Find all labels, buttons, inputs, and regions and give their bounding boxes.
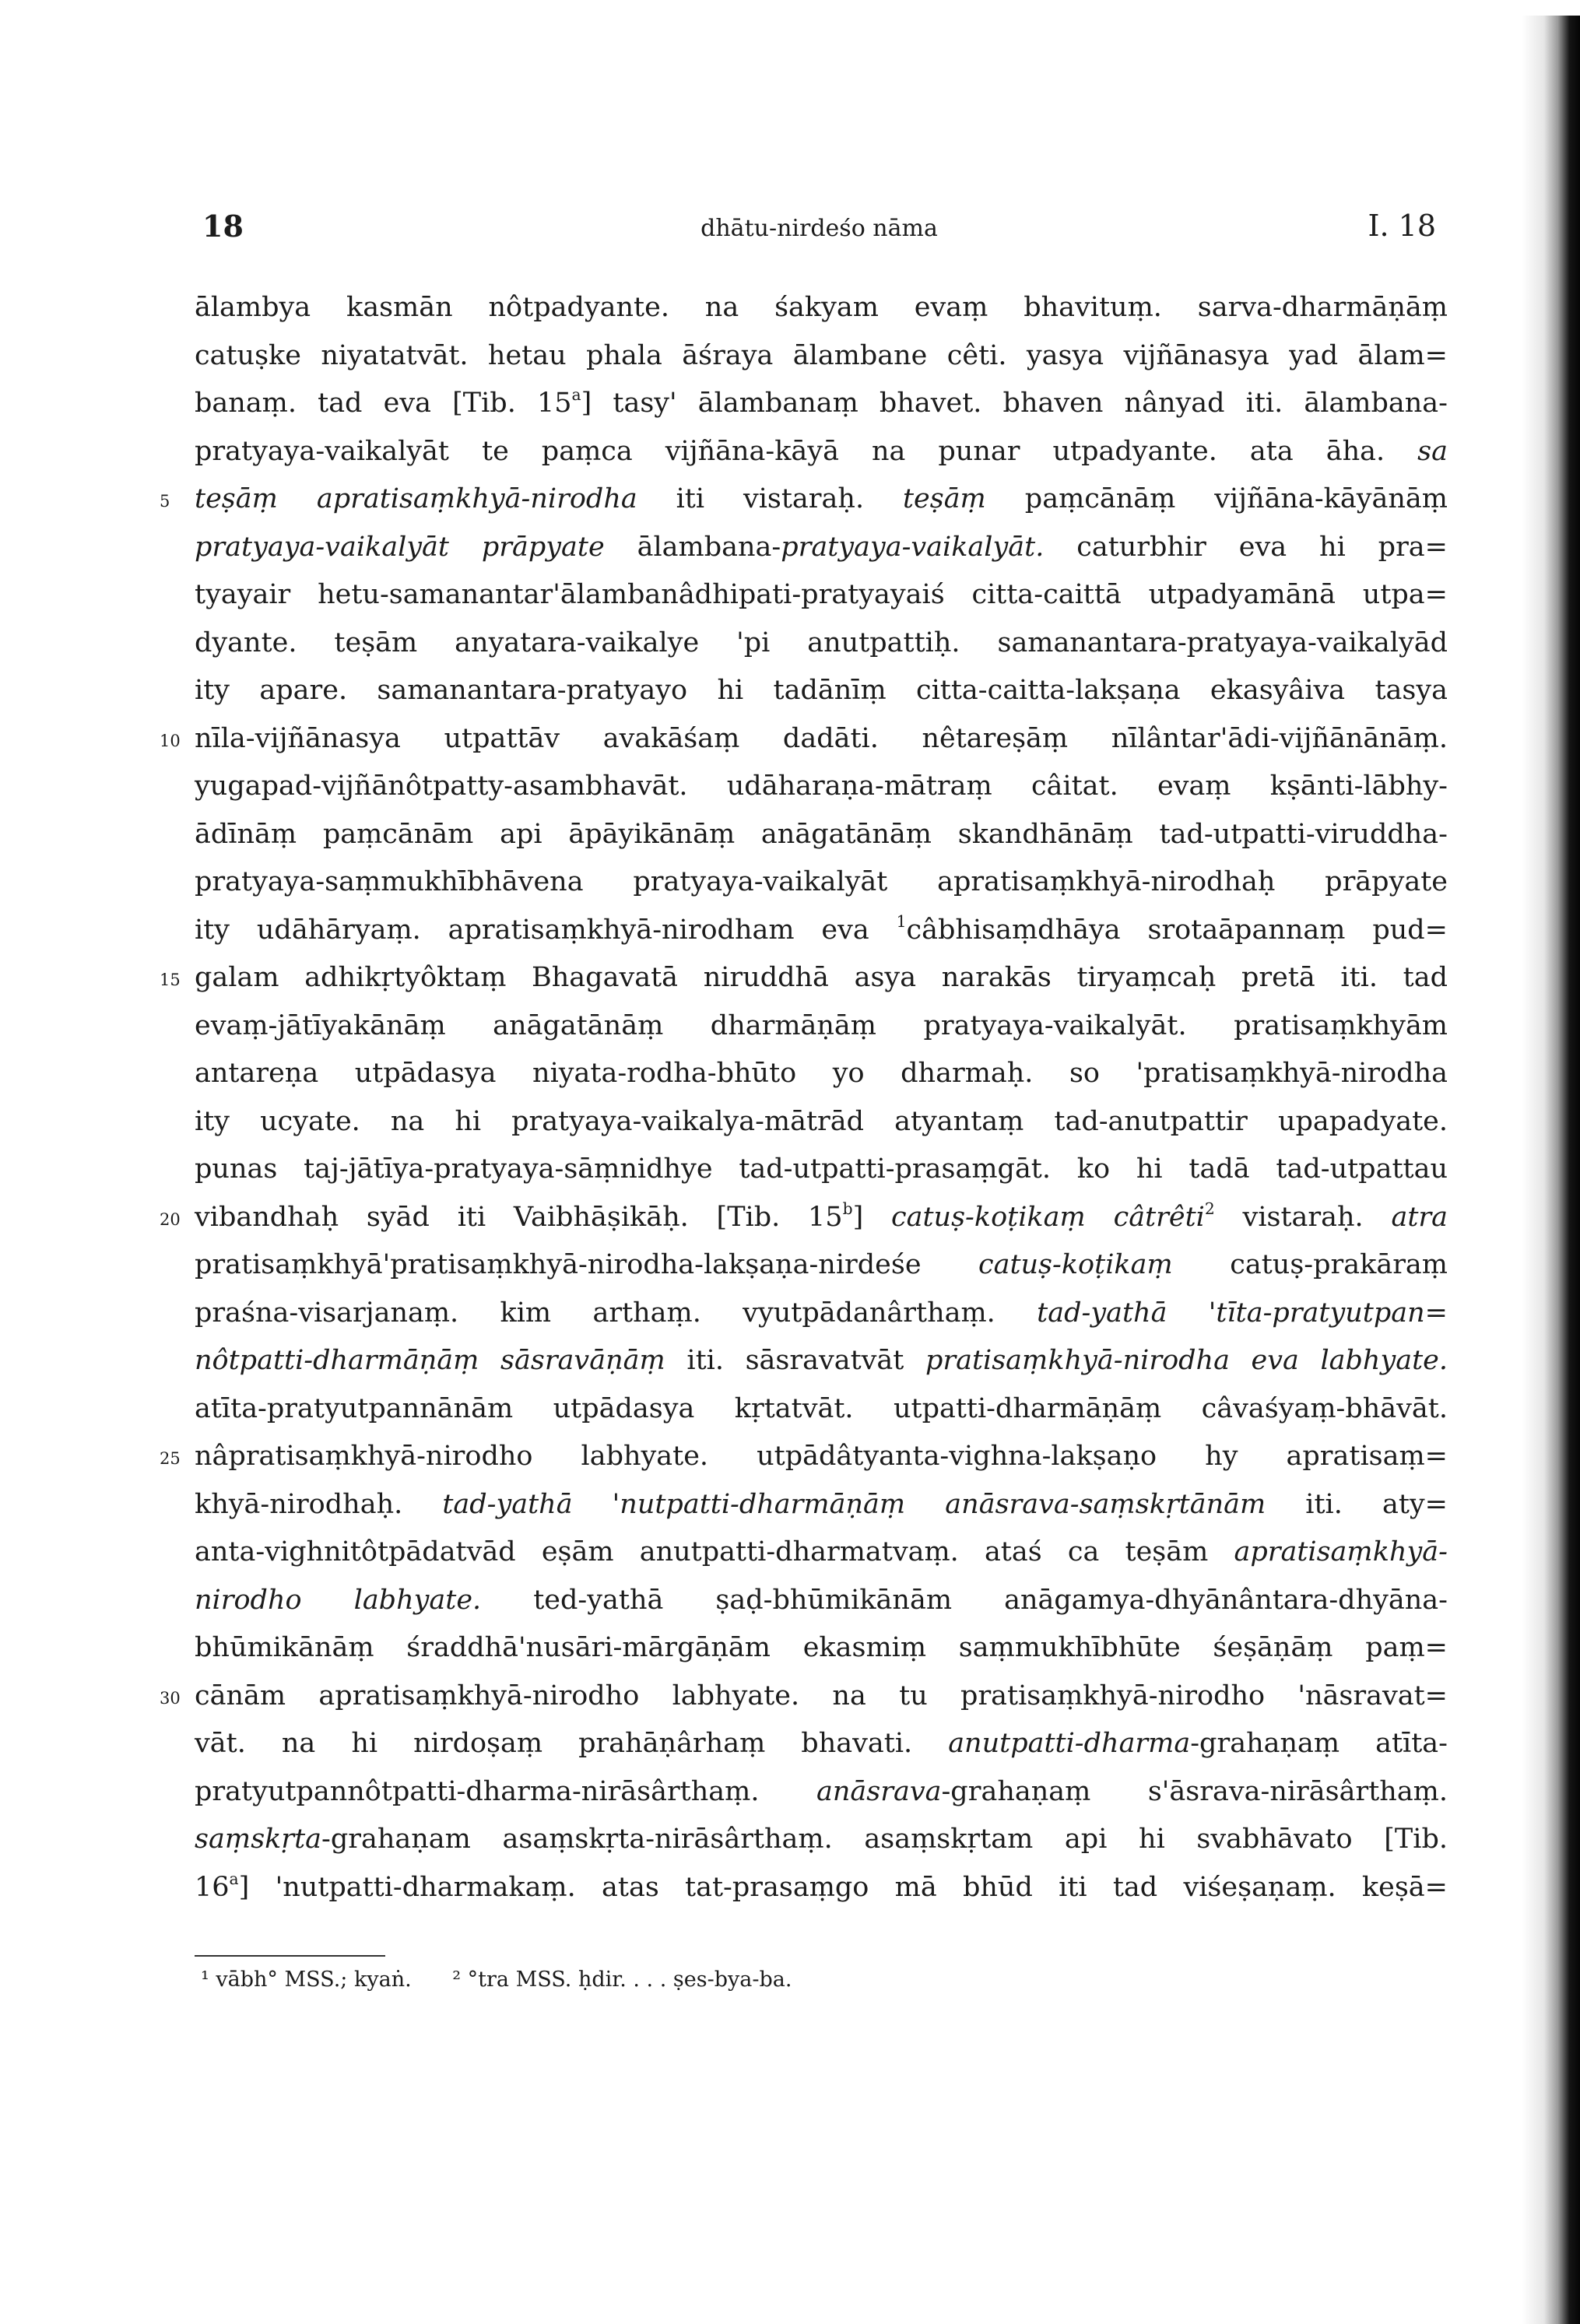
text-line: evaṃ-jātīyakānāṃ anāgatānāṃ dharmāṇāṃ pratyaya-vaikalyāt. pratisaṃkhyām	[195, 1009, 1448, 1041]
footnote-1: ¹ vābh° MSS.; kyaṅ.	[201, 1968, 412, 1992]
text-line: tyayair hetu-samanantar'ālambanâdhipati-pratyayaiś citta-caittā utpadyamānā utpa=	[195, 579, 1448, 610]
text-line: 16$^a$] 'nutpatti-dharmakaṃ. atas tat-prasaṃgo mā bhūd iti tad viśeṣaṇaṃ. keṣā=	[195, 1869, 1448, 1903]
text-line: antareṇa utpādasya niyata-rodha-bhūto yo dharmaḥ. so 'pratisaṃkhyā-nirodha	[195, 1058, 1448, 1089]
text-line: nôtpatti-dharmāṇāṃ sāsravāṇāṃ iti. sāsravatvāt pratisaṃkhyā-nirodha eva labhyate.	[195, 1345, 1448, 1376]
text-line: ity ucyate. na hi pratyaya-vaikalya-mātrād atyantaṃ tad-anutpattir upapadyate.	[195, 1105, 1448, 1137]
text-line: 5 teṣāṃ apratisaṃkhyā-nirodha iti vistaraḥ. teṣāṃ paṃcānāṃ vijñāna-kāyānāṃ	[195, 476, 1448, 524]
text-line: pratyaya-vaikalyāt te paṃca vijñāna-kāyā na punar utpadyante. ata āha. sa	[195, 435, 1448, 467]
text-line: ity apare. samanantara-pratyayo hi tadānīṃ citta-caitta-lakṣaṇa ekasyâiva tasya	[195, 675, 1448, 706]
text-line: catuṣke niyatatvāt. hetau phala āśraya ālambane cêti. yasya vijñānasya yad ālam=	[195, 339, 1448, 371]
text-line: 10 nīla-vijñānasya utpattāv avakāśaṃ dadāti. nêtareṣāṃ nīlântar'ādi-vijñānānāṃ.	[195, 715, 1448, 764]
text-line: punas taj-jātīya-pratyaya-sāṃnidhye tad-utpatti-prasaṃgāt. ko hi tadā tad-utpattau	[195, 1153, 1448, 1185]
text-line: anta-vighnitôtpādatvād eṣām anutpatti-dharmatvaṃ. ataś ca teṣām apratisaṃkhyā-	[195, 1536, 1448, 1567]
text-line: pratisaṃkhyā'pratisaṃkhyā-nirodha-lakṣaṇa-nirdeśe catuṣ-koṭikaṃ catuṣ-prakāraṃ	[195, 1249, 1448, 1280]
footnote-2: ² °tra MSS. ḥdir. . . . ṣes-bya-ba.	[452, 1968, 792, 1992]
line-number: 30	[160, 1688, 181, 1708]
footnotes	[201, 1968, 826, 1992]
text-line: nirodho labhyate. ted-yathā ṣaḍ-bhūmikānām anāgamya-dhyānântara-dhyāna-	[195, 1584, 1448, 1616]
text-line: 25 nâpratisaṃkhyā-nirodho labhyate. utpādâtyanta-vighna-lakṣaṇo hy apratisaṃ=	[195, 1433, 1448, 1481]
text-line: yugapad-vijñānôtpatty-asambhavāt. udāharaṇa-mātraṃ câitat. evaṃ kṣānti-lābhy-	[195, 771, 1448, 802]
text-line: dyante. teṣām anyatara-vaikalye 'pi anutpattiḥ. samanantara-pratyaya-vaikalyād	[195, 627, 1448, 658]
text-line: pratyaya-saṃmukhībhāvena pratyaya-vaikalyāt apratisaṃkhyā-nirodhaḥ prāpyate	[195, 866, 1448, 897]
line-number: 5	[160, 492, 170, 511]
text-line: bhūmikānāṃ śraddhā'nusāri-mārgāṇām ekasmiṃ saṃmukhībhūte śeṣāṇāṃ paṃ=	[195, 1632, 1448, 1663]
text-line: 30 cānām apratisaṃkhyā-nirodho labhyate. na tu pratisaṃkhyā-nirodho 'nāsravat=	[195, 1673, 1448, 1721]
line-number: 10	[160, 731, 181, 750]
line-number: 20	[160, 1209, 181, 1229]
text-line: saṃskṛta-grahaṇam asaṃskṛta-nirāsârthaṃ. asaṃskṛtam api hi svabhāvato [Tib.	[195, 1824, 1448, 1855]
page-number: 18	[202, 209, 244, 244]
text-line: atīta-pratyutpannānām utpādasya kṛtatvāt. utpatti-dharmāṇāṃ câvaśyaṃ-bhāvāt.	[195, 1392, 1448, 1424]
text-line: khyā-nirodhaḥ. tad-yathā 'nutpatti-dharmāṇāṃ anāsrava-saṃskṛtānām iti. aty=	[195, 1488, 1448, 1520]
text-line: 20 vibandhaḥ syād iti Vaibhāṣikāḥ. [Tib. 15$^b$] catuṣ-koṭikaṃ câtrêti$^2$ vistaraḥ. atra	[195, 1194, 1448, 1242]
footnote-rule	[195, 1955, 385, 1957]
running-title: dhātu-nirdeśo nāma	[700, 215, 938, 242]
text-line: praśna-visarjanaṃ. kim arthaṃ. vyutpādanârthaṃ. tad-yathā 'tīta-pratyutpan=	[195, 1297, 1448, 1329]
text-line: banaṃ. tad eva [Tib. 15$^a$] tasy' ālambanaṃ bhavet. bhaven nânyad iti. ālambana-	[195, 384, 1448, 419]
text-line: ālambya kasmān nôtpadyante. na śakyam evaṃ bhavituṃ. sarva-dharmāṇāṃ	[195, 292, 1448, 323]
text-line: ādīnāṃ paṃcānām api āpāyikānāṃ anāgatānāṃ skandhānāṃ tad-utpatti-viruddha-	[195, 818, 1448, 850]
section-reference: I. 18	[1368, 209, 1436, 243]
line-number: 25	[160, 1449, 181, 1468]
main-text	[160, 284, 1448, 1912]
text-line: pratyutpannôtpatti-dharma-nirāsârthaṃ. anāsrava-grahaṇaṃ s'āsrava-nirāsârthaṃ.	[195, 1775, 1448, 1807]
line-number: 15	[160, 971, 181, 989]
text-line: 15 galam adhikṛtyôktaṃ Bhagavatā niruddhā asya narakās tiryaṃcaḥ pretā iti. tad	[195, 954, 1448, 1002]
page-gutter-shadow	[1522, 16, 1580, 2324]
text-line: pratyaya-vaikalyāt prāpyate ālambana-pratyaya-vaikalyāt. caturbhir eva hi pra=	[195, 531, 1448, 563]
page-header	[202, 209, 1436, 255]
text-line: vāt. na hi nirdoṣaṃ prahāṇârhaṃ bhavati. anutpatti-dharma-grahaṇaṃ atīta-	[195, 1728, 1448, 1759]
text-line: ity udāhāryaṃ. apratisaṃkhyā-nirodham eva $^1$câbhisaṃdhāya srotaāpannaṃ pud=	[195, 911, 1448, 946]
